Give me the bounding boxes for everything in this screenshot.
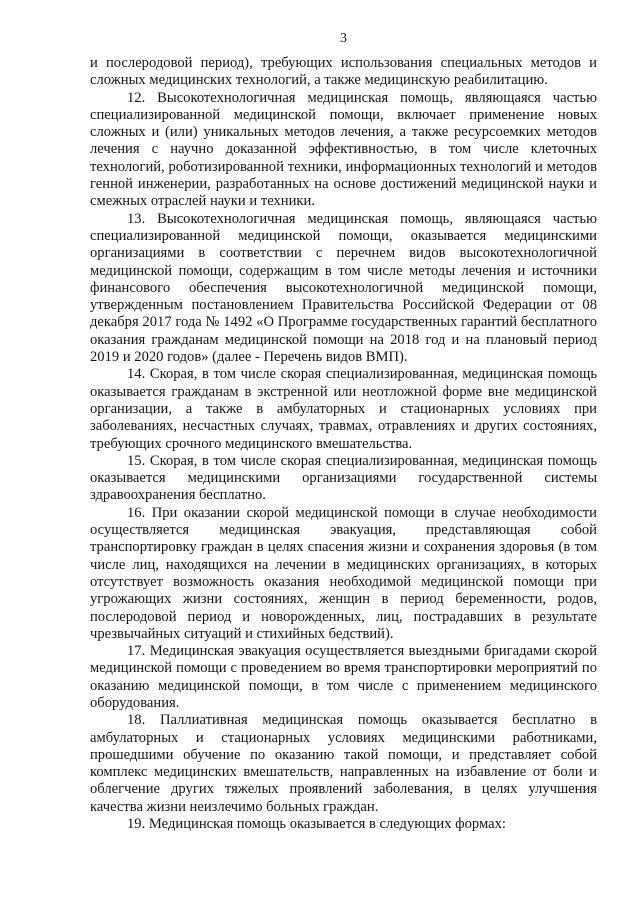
paragraph-18: 18. Паллиативная медицинская помощь оказывается бесплатно в амбулаторных и стационарных условиях медицинскими работниками, прошедшими обучение по оказанию такой помощи, и представляет собой комплекс медицинских вмешательств, направленных на избавление от боли и облегчение других тяжелых проявлений заболевания, в целях улучшения качества жизни неизлечимо больных граждан. xyxy=(90,712,597,815)
page-number: 3 xyxy=(340,31,347,46)
paragraph-12: 12. Высокотехнологичная медицинская помощь, являющаяся частью специализированной медицинской помощи, включает применение новых сложных и (или) уникальных методов лечения, а также ресурсоемких методов лечения с научно доказанной эффективностью, в том числе клеточных технологий, роботизированной техники, информационных технологий и методов генной инженерии, разработанных на основе достижений медицинской науки и смежных отраслей науки и техники. xyxy=(90,89,597,210)
paragraph-13: 13. Высокотехнологичная медицинская помощь, являющаяся частью специализированной медицинской помощи, оказывается медицинскими организациями в соответствии с перечнем видов высокотехнологичной медицинской помощи, содержащим в том числе методы лечения и источники финансового обеспечения высокотехнологичной медицинской помощи, утвержденным постановлением Правительства Российской Федерации от 08 декабря 2017 года № 1492 «О Программе государственных гарантий бесплатного оказания гражданам медицинской помощи на 2018 год и на плановый период 2019 и 2020 годов» (далее - Перечень видов ВМП). xyxy=(90,210,597,366)
paragraph-17: 17. Медицинская эвакуация осуществляется выездными бригадами скорой медицинской помощи с проведением во время транспортировки мероприятий по оказанию медицинской помощи, в том числе с применением медицинского оборудования. xyxy=(90,643,597,711)
paragraph-19: 19. Медицинская помощь оказывается в следующих формах: xyxy=(127,816,506,833)
paragraph-continuation: и послеродовой период), требующих использования специальных методов и сложных медицинских технологий, а также медицинскую реабилитацию. xyxy=(90,55,597,89)
paragraph-15: 15. Скорая, в том числе скорая специализированная, медицинская помощь оказывается медицинскими организациями государственной системы здравоохранения бесплатно. xyxy=(90,452,597,504)
paragraph-16: 16. При оказании скорой медицинской помощи в случае необходимости осуществляется медицинская эвакуация, представляющая собой транспортировку граждан в целях спасения жизни и сохранения здоровья (в том числе лиц, находящихся на лечении в медицинских организациях, в которых отсутствует возможность оказания необходимой медицинской помощи при угрожающих жизни состояниях, женщин в период беременности, родов, послеродовой период и новорожденных, лиц, пострадавших в результате чрезвычайных ситуаций и стихийных бедствий). xyxy=(90,504,597,642)
paragraph-14: 14. Скорая, в том числе скорая специализированная, медицинская помощь оказывается гражданам в экстренной или неотложной форме вне медицинской организации, а также в амбулаторных и стационарных условиях при заболеваниях, несчастных случаях, травмах, отравлениях и других состояниях, требующих срочного медицинского вмешательства. xyxy=(90,366,597,452)
